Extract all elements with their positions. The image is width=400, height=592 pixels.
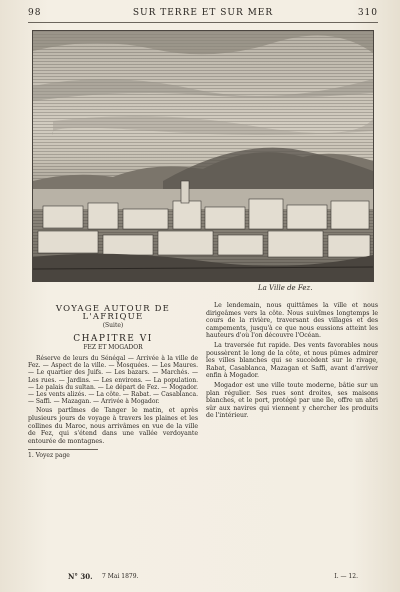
chapter-summary: Réserve de leurs du Sénégal — Arrivée à la ville de Fez. — Aspect de la ville. — Mosquées. — Les Maures. — Le quartier des Juifs. — Les bazars. — Marchés. — Les rues. — Jardins. — Les environs. — La population. — Le palais du sultan. — Le départ de Fez. — Mogador. — Les vents alizés. — La côte. — Rabat. — Casablanca. — Saffi. — Mazagan. — Arrivée à Mogador. bbox=[28, 354, 198, 406]
page-number-left: 98 bbox=[28, 8, 42, 18]
body-paragraph: Mogador est une ville toute moderne, bâtie sur un plan régulier. Ses rues sont droites, ses maisons blanches, et le port, protégé par une île, offre un abri sûr aux navires qui viennent y chercher les produits de l'intérieur. bbox=[206, 381, 378, 420]
footnote: 1. Voyez page bbox=[28, 452, 70, 460]
right-column bbox=[206, 300, 378, 420]
engraving-illustration bbox=[32, 30, 374, 282]
body-paragraph: La traversée fut rapide. Des vents favorables nous poussèrent le long de la côte, et nous pûmes admirer les villes blanches qui se succèdent sur le rivage, Rabat, Casablanca, Mazagan et Saffi, avant d'arriver enfin à Mogador. bbox=[206, 341, 378, 380]
running-title: SUR TERRE ET SUR MER bbox=[132, 8, 274, 18]
footnote-rule bbox=[28, 449, 98, 450]
signature-mark: I. — 12. bbox=[334, 573, 358, 580]
illustration-caption: La Ville de Fez. bbox=[258, 284, 313, 292]
header-rule bbox=[28, 22, 378, 23]
page-footer bbox=[28, 572, 378, 584]
article-subtitle: (Suite) bbox=[102, 322, 124, 330]
issue-date: 7 Mai 1879. bbox=[102, 573, 139, 580]
city-engraving bbox=[33, 31, 373, 281]
running-header bbox=[28, 6, 378, 22]
left-column bbox=[28, 300, 198, 460]
issue-number: N° 30. bbox=[68, 572, 93, 581]
chapter-subheading: FEZ ET MOGADOR bbox=[83, 344, 143, 352]
article-title: VOYAGE AUTOUR DE L'AFRIQUE bbox=[55, 304, 171, 322]
body-paragraph: Nous partîmes de Tanger le matin, et après plusieurs jours de voyage à travers les plaines et les collines du Maroc, nous arrivâmes en vue de la ville de Fez, qui s'étend dans une vallée verdoyante entourée de montagnes. bbox=[28, 407, 198, 445]
chapter-heading: CHAPITRE VI bbox=[73, 333, 153, 344]
page-number-right: 310 bbox=[357, 8, 378, 18]
body-paragraph: Le lendemain, nous quittâmes la ville et nous dirigeâmes vers la côte. Nous suivîmes longtemps le cours de la rivière, traversant des villages et des campements, jusqu'à ce que nous eussions atteint les hauteurs d'où l'on découvre l'Océan. bbox=[206, 302, 378, 340]
